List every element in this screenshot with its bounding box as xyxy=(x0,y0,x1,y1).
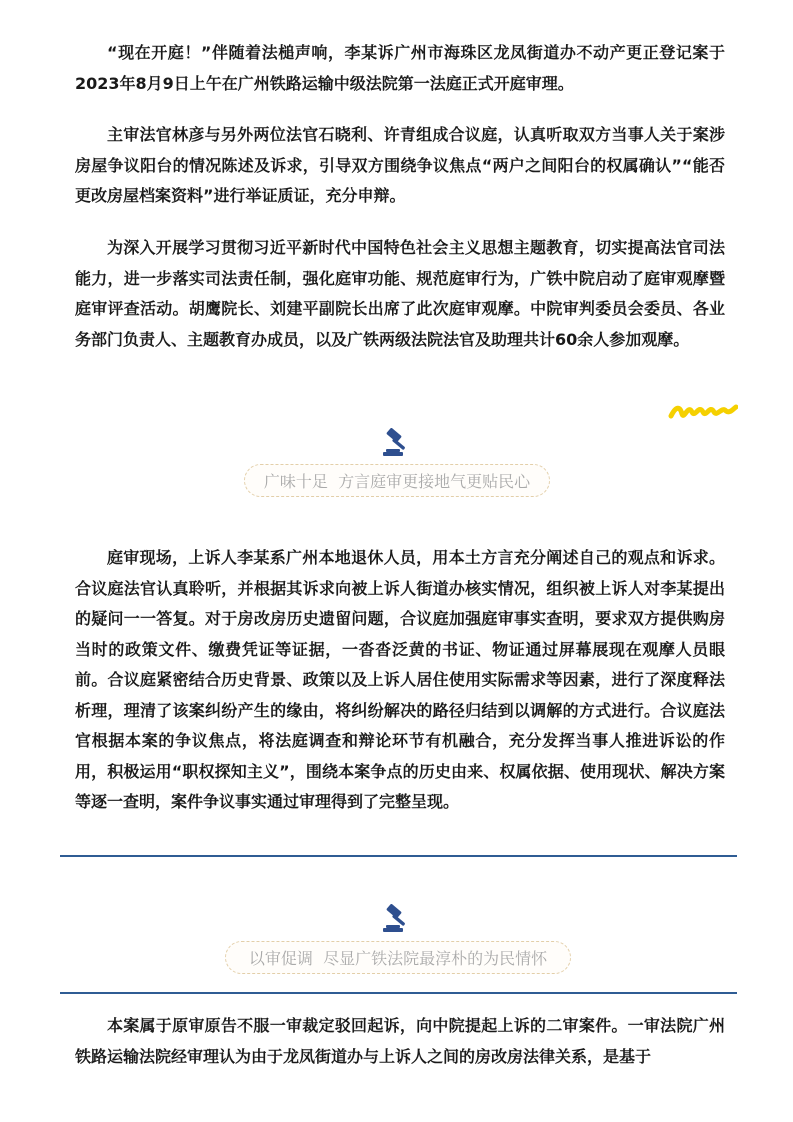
gavel-icon xyxy=(380,904,414,934)
paragraph-case-background: 本案属于原审原告不服一审裁定驳回起诉，向中院提起上诉的二审案件。一审法院广州铁路运输法院经审理认为由于龙凤街道办与上诉人之间的房改房法律关系，是基于 xyxy=(75,1016,725,1066)
paragraph-opening: “现在开庭！”伴随着法槌声响，李某诉广州市海珠区龙凤街道办不动产更正登记案于2023年8月9日上午在广州铁路运输中级法院第一法庭正式开庭审理。 xyxy=(75,43,725,93)
paragraph-observation-activity: 为深入开展学习贯彻习近平新时代中国特色社会主义思想主题教育，切实提高法官司法能力，进一步落实司法责任制，强化庭审功能、规范庭审行为，广铁中院启动了庭审观摩暨庭审评查活动。胡鹰院长、刘建平副院长出席了此次庭审观摩。中院审判委员会委员、各业务部门负责人、主题教育办成员，以及广铁两级法院法官及助理共计60余人参加观摩。 xyxy=(75,238,725,349)
yellow-squiggle-icon xyxy=(668,400,738,422)
gavel-icon xyxy=(380,428,414,458)
paragraph-trial-scene: 庭审现场，上诉人李某系广州本地退休人员，用本土方言充分阐述自己的观点和诉求。合议庭法官认真聆听，并根据其诉求向被上诉人街道办核实情况，组织被上诉人对李某提出的疑问一一答复。对于房改房历史遗留问题，合议庭加强庭审事实查明，要求双方提供购房当时的政策文件、缴费凭证等证据，一沓沓泛黄的书证、物证通过屏幕展现在观摩人员眼前。合议庭紧密结合历史背景、政策以及上诉人居住使用实际需求等因素，进行了深度释法析理，理清了该案纠纷产生的缘由，将纠纷解决的路径归结到以调解的方式进行。合议庭法官根据本案的争议焦点，将法庭调查和辩论环节有机融合，充分发挥当事人推进诉讼的作用，积极运用“职权探知主义”，围绕本案争点的历史由来、权属依据、使用现状、解决方案等逐一查明，案件争议事实通过审理得到了完整呈现。 xyxy=(75,548,725,811)
section-divider xyxy=(60,992,737,994)
section-title-mediation: 以审促调 尽显广铁法院最淳朴的为民情怀 xyxy=(225,941,571,974)
section-divider xyxy=(60,855,737,857)
paragraph-collegial-panel: 主审法官林彦与另外两位法官石晓利、许青组成合议庭，认真听取双方当事人关于案涉房屋争议阳台的情况陈述及诉求，引导双方围绕争议焦点“两户之间阳台的权属确认”“能否更改房屋档案资料”进行举证质证，充分申辩。 xyxy=(75,125,725,205)
section-title-dialect-trial: 广味十足 方言庭审更接地气更贴民心 xyxy=(244,464,550,497)
